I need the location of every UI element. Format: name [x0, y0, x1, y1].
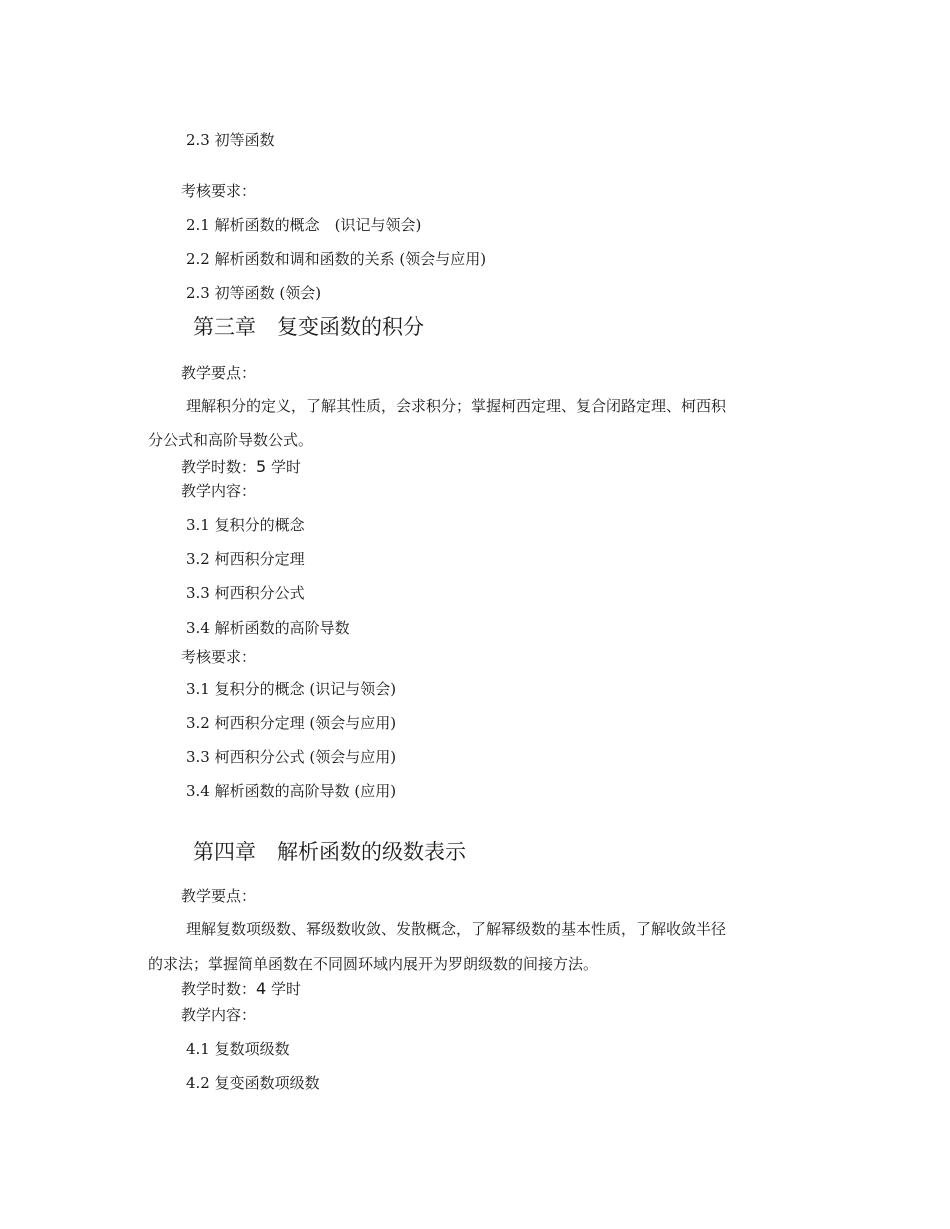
teaching-hours-value: 5	[256, 457, 267, 476]
content-item: 3.3 柯西积分公式	[186, 584, 305, 602]
key-points-label: 教学要点：	[181, 887, 257, 905]
chapter-title: 第四章 解析函数的级数表示	[193, 840, 466, 864]
content-item: 3.2 柯西积分定理	[186, 550, 305, 568]
content-item: 2.3 初等函数	[186, 131, 275, 149]
key-points-text: 理解复数项级数、幂级数收敛、发散概念，了解幂级数的基本性质，了解收敛半径	[186, 920, 727, 938]
key-points-text: 的求法；掌握简单函数在不同圆环域内展开为罗朗级数的间接方法。	[148, 955, 599, 973]
teaching-hours-unit: 学时	[266, 458, 301, 476]
teaching-hours-label: 教学时数：	[181, 980, 257, 998]
assessment-item: 3.1 复积分的概念 (识记与领会)	[186, 680, 397, 698]
teaching-hours-value: 4	[256, 979, 267, 998]
chapter-title: 第三章 复变函数的积分	[193, 315, 424, 339]
content-item: 3.4 解析函数的高阶导数	[186, 619, 350, 637]
key-points-text: 分公式和高阶导数公式。	[148, 431, 314, 449]
assessment-item: 3.4 解析函数的高阶导数 (应用)	[186, 782, 397, 800]
teaching-hours	[181, 457, 301, 477]
content-item: 4.1 复数项级数	[186, 1040, 290, 1058]
content-label: 教学内容：	[181, 482, 257, 500]
assessment-label: 考核要求：	[181, 648, 257, 666]
teaching-hours	[181, 979, 301, 999]
teaching-hours-unit: 学时	[266, 980, 301, 998]
assessment-item: 2.2 解析函数和调和函数的关系 (领会与应用)	[186, 250, 487, 268]
assessment-item: 3.2 柯西积分定理 (领会与应用)	[186, 714, 397, 732]
assessment-item: 2.3 初等函数 (领会)	[186, 284, 322, 302]
teaching-hours-label: 教学时数：	[181, 458, 257, 476]
assessment-label: 考核要求：	[181, 182, 257, 200]
content-item: 3.1 复积分的概念	[186, 516, 305, 534]
content-label: 教学内容：	[181, 1006, 257, 1024]
key-points-text: 理解积分的定义，了解其性质，会求积分；掌握柯西定理、复合闭路定理、柯西积	[186, 397, 727, 415]
content-item: 4.2 复变函数项级数	[186, 1074, 320, 1092]
key-points-label: 教学要点：	[181, 364, 257, 382]
assessment-item: 2.1 解析函数的概念 (识记与领会)	[186, 216, 422, 234]
assessment-item: 3.3 柯西积分公式 (领会与应用)	[186, 748, 397, 766]
